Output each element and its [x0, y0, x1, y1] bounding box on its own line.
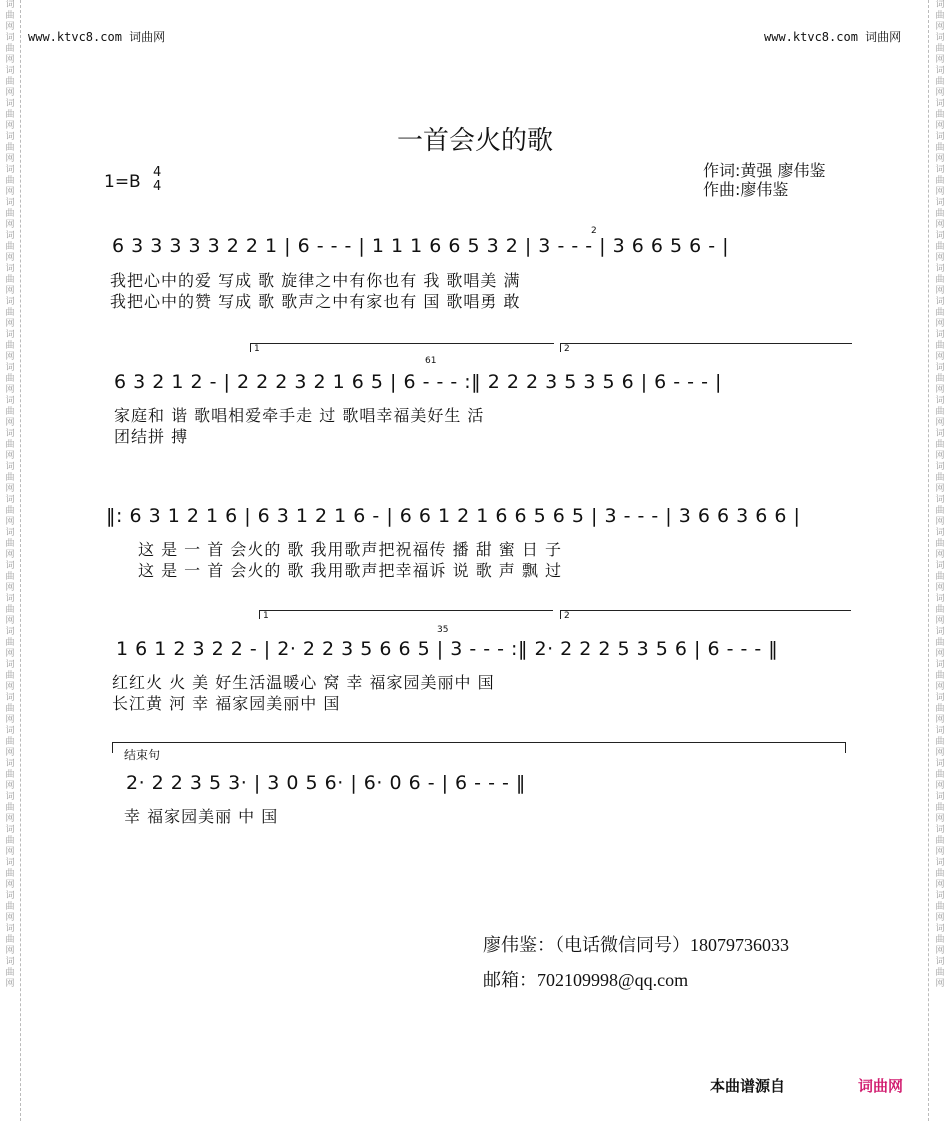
- lyricist: 作词:黄强 廖伟鉴: [703, 161, 826, 180]
- contact-phone: 廖伟鉴：（电话微信同号）18079736033: [483, 935, 789, 955]
- lyric-row-1-verse-1: 我把心中的爱 写成 歌 旋律之中有你也有 我 歌唱美 满: [110, 271, 521, 290]
- grace-note-b: 61: [425, 356, 437, 366]
- grace-note-a: 2: [591, 226, 597, 236]
- volta-second-ending: 2: [560, 343, 852, 352]
- header-site-left[interactable]: www.ktvc8.com 词曲网: [28, 30, 166, 44]
- notation-coda-row: 2· 2 2 3 5 3· | 3 0 5 6· | 6· 0 6 - | 6 - - - ‖: [126, 772, 526, 794]
- lyric-row-4-verse-2: 长江黄 河 幸 福家园美丽中 国: [112, 694, 341, 713]
- left-margin-line: [20, 0, 21, 1121]
- header-site-right[interactable]: www.ktvc8.com 词曲网: [764, 30, 902, 44]
- volta-second-ending-2: 2: [560, 610, 851, 619]
- coda-label: 结束句: [124, 748, 161, 762]
- coda-bracket: [112, 742, 846, 753]
- volta-first-ending-2: 1: [259, 610, 553, 619]
- lyric-row-3-verse-2: 这 是 一 首 会火的 歌 我用歌声把幸福诉 说 歌 声 飘 过: [138, 561, 562, 580]
- lyric-row-2-verse-2: 团结拼 搏: [114, 427, 189, 446]
- lyric-row-4-verse-1: 红红火 火 美 好生活温暖心 窝 幸 福家园美丽中 国: [112, 673, 495, 692]
- lyric-row-3-verse-1: 这 是 一 首 会火的 歌 我用歌声把祝福传 播 甜 蜜 日 子: [138, 540, 562, 559]
- left-watermark: 词曲网词曲网词曲网词曲网词曲网词曲网词曲网词曲网词曲网词曲网词曲网词曲网词曲网词曲网词曲网词曲网词曲网词曲网词曲网词曲网词曲网词曲网词曲网词曲网词曲网词曲网词曲网词曲网词曲网词曲网: [5, 0, 15, 989]
- lyric-row-2-verse-1: 家庭和 谐 歌唱相爱牵手走 过 歌唱幸福美好生 活: [114, 406, 485, 425]
- footer-source-label: 本曲谱源自: [710, 1077, 786, 1095]
- notation-row-1: 6 3 3 3 3 3 2 2 1 | 6 - - - | 1 1 1 6 6 5 3 2 | 3 - - - | 3 6 6 5 6 - |: [112, 235, 730, 257]
- footer-brand-link[interactable]: 词曲网: [858, 1077, 904, 1095]
- notation-row-2: 6 3 2 1 2 - | 2 2 2 3 2 1 6 5 | 6 - - - :‖ 2 2 2 3 5 3 5 6 | 6 - - - |: [114, 371, 722, 393]
- song-title: 一首会火的歌: [396, 126, 553, 156]
- notation-row-4: 1 6 1 2 3 2 2 - | 2· 2 2 3 5 6 6 5 | 3 - - - :‖ 2· 2 2 2 5 3 5 6 | 6 - - - ‖: [116, 638, 779, 660]
- volta-first-ending: 1: [250, 343, 554, 352]
- right-watermark: 词曲网词曲网词曲网词曲网词曲网词曲网词曲网词曲网词曲网词曲网词曲网词曲网词曲网词曲网词曲网词曲网词曲网词曲网词曲网词曲网词曲网词曲网词曲网词曲网词曲网词曲网词曲网词曲网词曲网词曲网: [935, 0, 945, 989]
- lyric-row-1-verse-2: 我把心中的赞 写成 歌 歌声之中有家也有 国 歌唱勇 敢: [110, 292, 521, 311]
- notation-row-3: ‖: 6 3 1 2 1 6 | 6 3 1 2 1 6 - | 6 6 1 2 1 6 6 5 6 5 | 3 - - - | 3 6 6 3 6 6 |: [106, 505, 801, 527]
- time-signature: 4 4: [153, 165, 162, 194]
- grace-note-c: 35: [437, 625, 449, 635]
- right-margin-line: [928, 0, 929, 1121]
- composer: 作曲:廖伟鉴: [703, 180, 789, 199]
- lyric-coda-row: 幸 福家园美丽 中 国: [124, 807, 279, 826]
- key-signature: 1=B: [104, 172, 141, 192]
- contact-email[interactable]: 邮箱：702109998@qq.com: [483, 970, 689, 990]
